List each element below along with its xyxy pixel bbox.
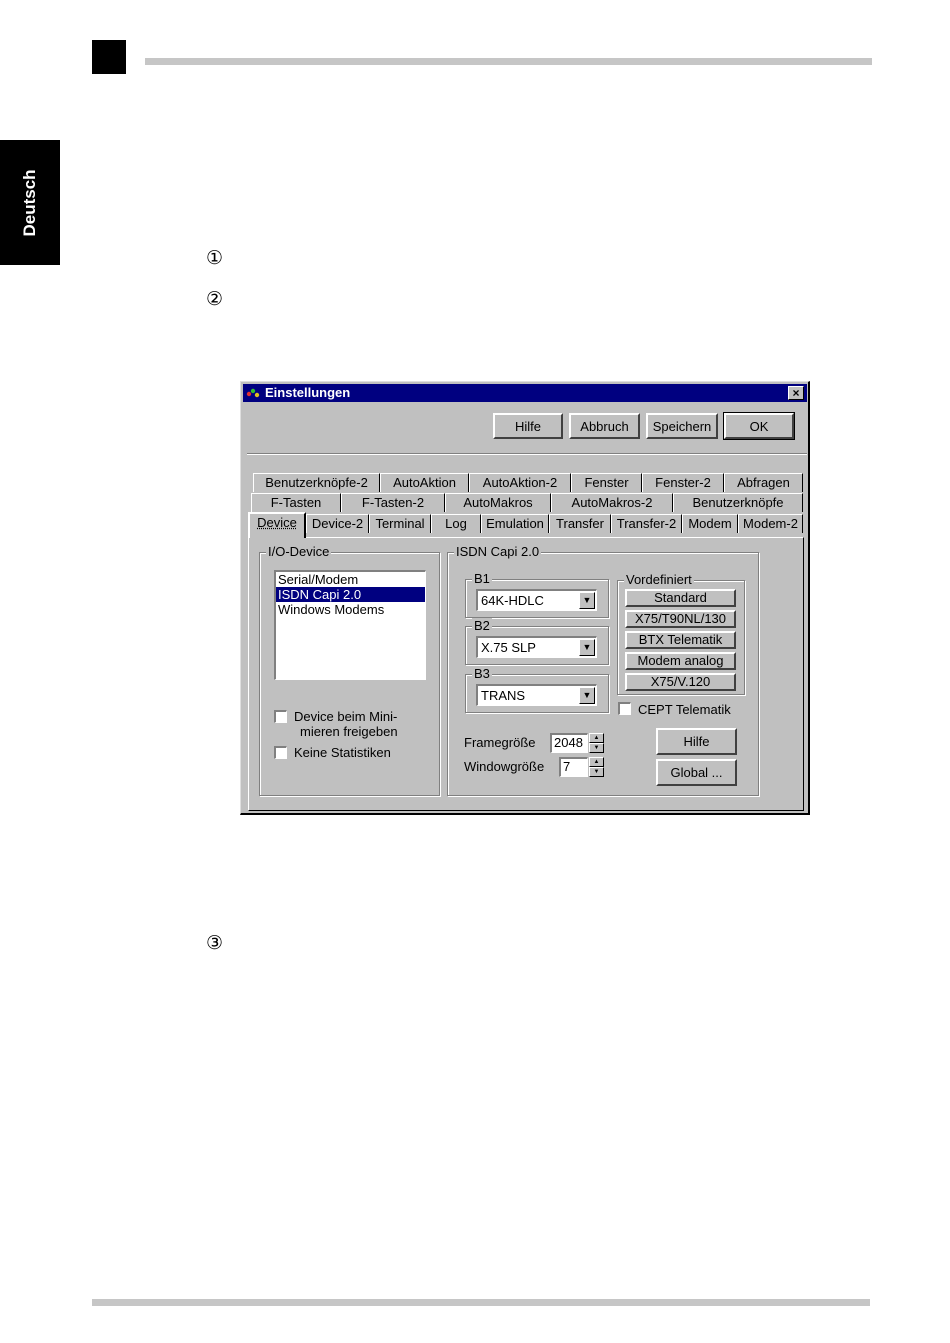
cept-telematik-label: CEPT Telematik — [638, 702, 731, 717]
save-button[interactable]: Speichern — [646, 413, 718, 439]
preset-x75-t90nl-button[interactable]: X75/T90NL/130 — [625, 610, 736, 628]
spin-down-icon[interactable]: ▼ — [589, 743, 604, 753]
preset-btx-telematik-button[interactable]: BTX Telematik — [625, 631, 736, 649]
b1-value: 64K-HDLC — [481, 593, 544, 608]
tab-log[interactable]: Log — [431, 514, 481, 533]
list-item[interactable]: Serial/Modem — [278, 572, 359, 587]
b2-label: B2 — [474, 618, 490, 633]
preset-standard-button[interactable]: Standard — [625, 589, 736, 607]
list-item[interactable]: Windows Modems — [278, 602, 385, 617]
tab-modem-2[interactable]: Modem-2 — [738, 514, 803, 533]
preset-x75-v120-button[interactable]: X75/V.120 — [625, 673, 736, 691]
frame-size-input[interactable]: 2048 — [550, 733, 588, 753]
tab-emulation[interactable]: Emulation — [481, 514, 549, 533]
frame-size-label: Framegröße — [464, 735, 536, 750]
io-device-list[interactable] — [274, 570, 426, 680]
header-rule — [145, 58, 872, 65]
frame-size-spinner[interactable] — [589, 733, 604, 753]
page-corner-square — [92, 40, 126, 74]
tab-device-label: Device — [257, 515, 297, 530]
step-marker-1: ① — [206, 247, 224, 269]
spin-down-icon[interactable]: ▼ — [589, 767, 604, 777]
footer-rule — [92, 1299, 870, 1306]
release-device-checkbox[interactable] — [274, 710, 287, 723]
release-device-label-2: mieren freigeben — [300, 724, 398, 739]
tab-automakros[interactable]: AutoMakros — [445, 493, 551, 512]
release-device-label-1: Device beim Mini- — [294, 709, 398, 724]
b3-combo[interactable] — [476, 684, 597, 706]
predefined-group — [617, 572, 745, 695]
b3-value: TRANS — [481, 688, 526, 703]
spin-up-icon[interactable]: ▲ — [589, 733, 604, 743]
tab-f-tasten-2[interactable]: F-Tasten-2 — [341, 493, 445, 512]
spin-up-icon[interactable]: ▲ — [589, 757, 604, 767]
cancel-button[interactable]: Abbruch — [569, 413, 640, 439]
preset-modem-analog-button[interactable]: Modem analog — [625, 652, 736, 670]
window-size-spinner[interactable] — [589, 757, 604, 777]
isdn-help-button[interactable]: Hilfe — [656, 728, 737, 755]
app-icon — [246, 386, 260, 400]
tab-fenster-2[interactable]: Fenster-2 — [642, 473, 724, 492]
b1-combo[interactable] — [476, 589, 597, 611]
tab-transfer[interactable]: Transfer — [549, 514, 611, 533]
separator-highlight — [247, 454, 807, 455]
chevron-down-icon[interactable]: ▼ — [579, 687, 595, 704]
tab-fenster[interactable]: Fenster — [571, 473, 642, 492]
no-statistics-checkbox[interactable] — [274, 746, 287, 759]
tab-modem[interactable]: Modem — [682, 514, 738, 533]
tab-f-tasten[interactable]: F-Tasten — [251, 493, 341, 512]
tab-autoaktion-2[interactable]: AutoAktion-2 — [469, 473, 571, 492]
io-device-label: I/O-Device — [268, 544, 330, 559]
predefined-label: Vordefiniert — [626, 572, 692, 587]
tab-benutzerknoepfe[interactable]: Benutzerknöpfe — [673, 493, 803, 512]
tab-abfragen[interactable]: Abfragen — [724, 473, 803, 492]
tab-terminal[interactable]: Terminal — [369, 514, 431, 533]
close-button[interactable]: × — [788, 386, 804, 400]
b2-value: X.75 SLP — [481, 640, 536, 655]
list-item-selected[interactable]: ISDN Capi 2.0 — [276, 587, 425, 602]
tab-autoaktion[interactable]: AutoAktion — [380, 473, 469, 492]
global-button[interactable]: Global ... — [656, 759, 737, 786]
chevron-down-icon[interactable]: ▼ — [579, 639, 595, 656]
window-size-input[interactable]: 7 — [559, 757, 588, 777]
ok-button[interactable]: OK — [724, 413, 794, 439]
tab-device-2[interactable]: Device-2 — [306, 514, 369, 533]
tab-device[interactable] — [248, 512, 306, 538]
settings-dialog — [240, 381, 810, 815]
b1-label: B1 — [474, 571, 490, 586]
title-bar[interactable] — [243, 384, 807, 402]
b3-label: B3 — [474, 666, 490, 681]
step-marker-2: ② — [206, 288, 224, 310]
tab-transfer-2[interactable]: Transfer-2 — [611, 514, 682, 533]
tab-benutzerknoepfe-2[interactable]: Benutzerknöpfe-2 — [253, 473, 380, 492]
isdn-capi-group — [447, 544, 759, 796]
device-tab-panel — [248, 537, 804, 811]
help-button[interactable]: Hilfe — [493, 413, 563, 439]
chevron-down-icon[interactable]: ▼ — [579, 592, 595, 609]
b1-group — [465, 571, 609, 618]
no-statistics-label: Keine Statistiken — [294, 745, 391, 760]
dialog-title: Einstellungen — [265, 385, 351, 400]
step-marker-3: ③ — [206, 932, 224, 954]
isdn-capi-label: ISDN Capi 2.0 — [456, 544, 540, 559]
b2-group — [465, 618, 609, 665]
language-side-tab — [0, 140, 60, 265]
tab-automakros-2[interactable]: AutoMakros-2 — [551, 493, 673, 512]
b3-group — [465, 666, 609, 713]
language-label: Deutsch — [20, 168, 39, 237]
io-device-group — [259, 544, 440, 796]
cept-telematik-checkbox[interactable] — [618, 702, 631, 715]
window-size-label: Windowgröße — [464, 759, 545, 774]
b2-combo[interactable] — [476, 636, 597, 658]
